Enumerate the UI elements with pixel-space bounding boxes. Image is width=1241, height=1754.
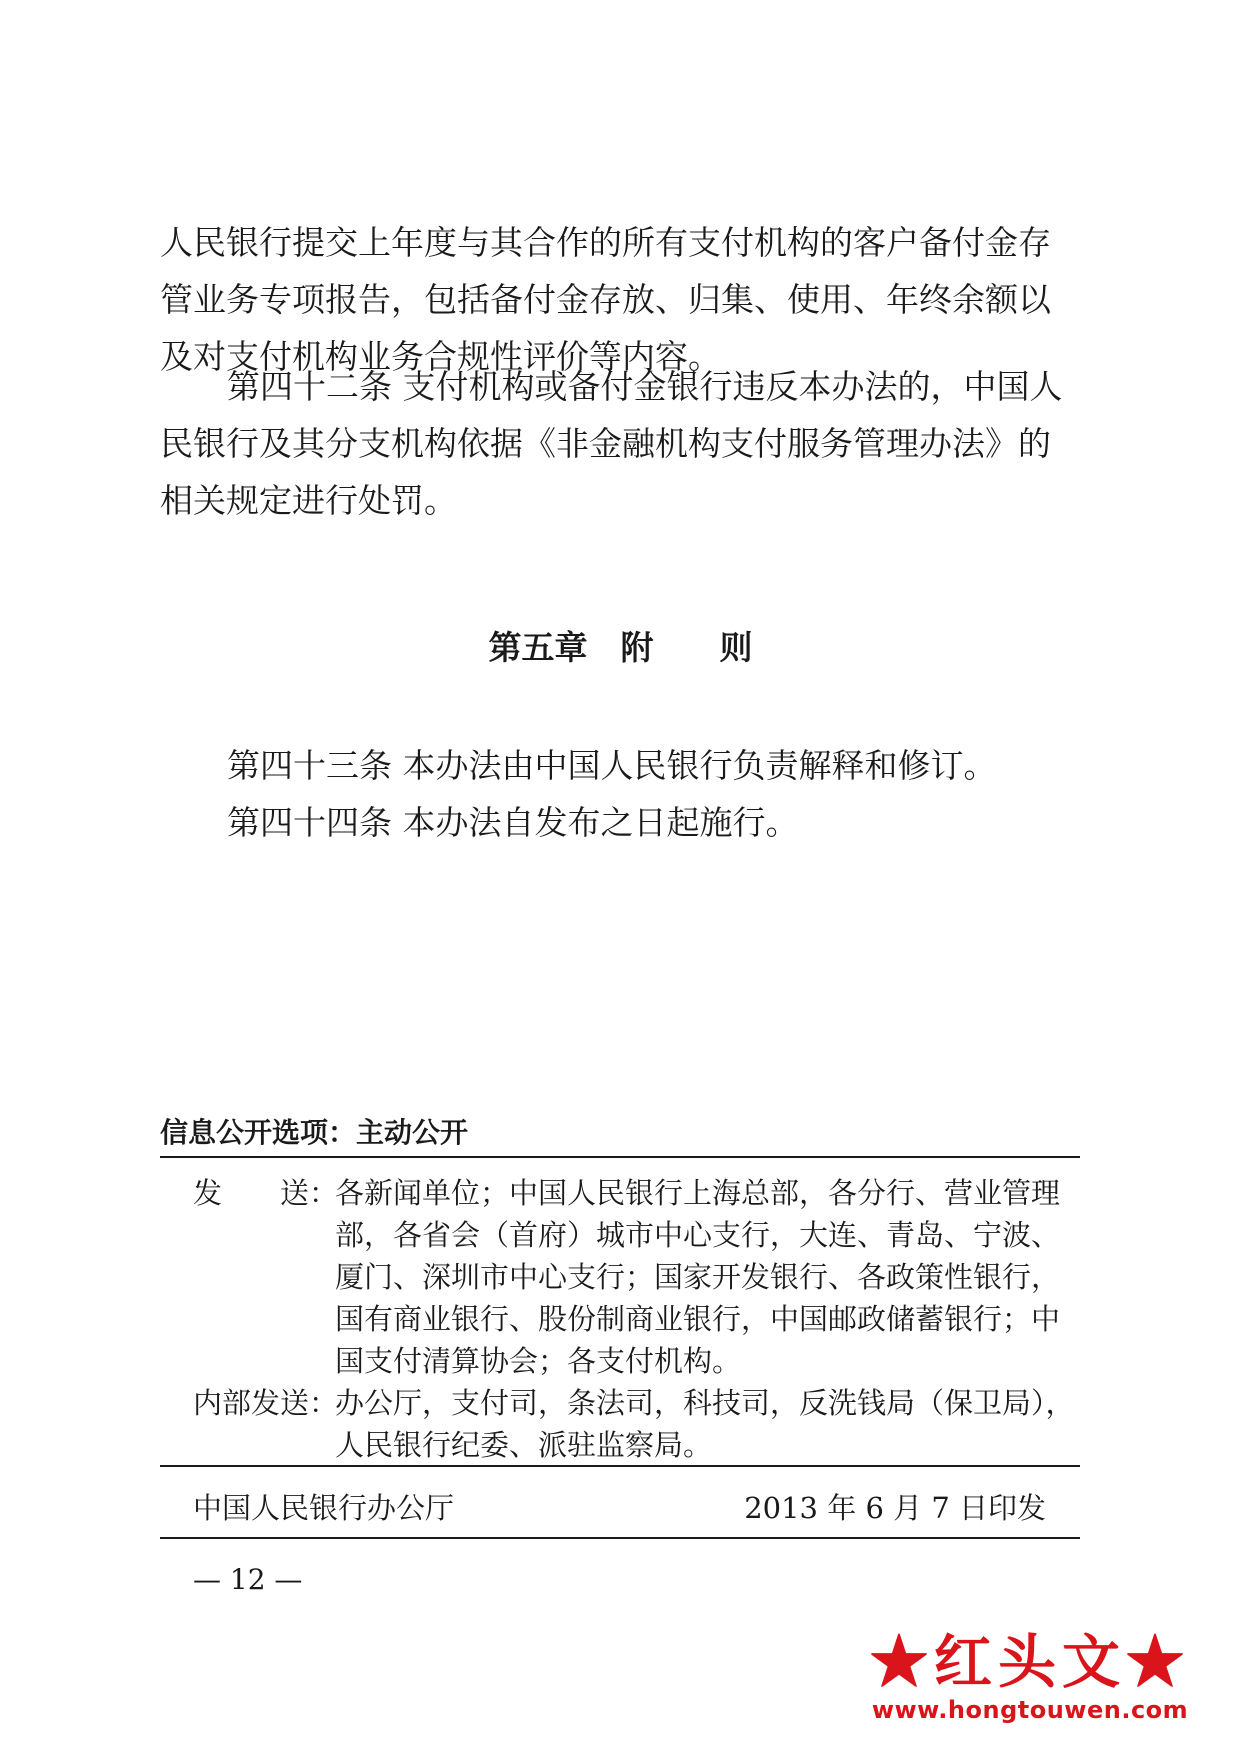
send-label: 发 送： [193, 1176, 339, 1210]
page-number: — 12 — [193, 1563, 303, 1596]
watermark-title: 红头文 [933, 1628, 1126, 1696]
divider-middle [160, 1465, 1080, 1467]
send-recipients: 各新闻单位；中国人民银行上海总部，各分行、营业管理部，各省会（首府）城市中心支行，大连、青岛、宁波、厦门、深圳市中心支行；国家开发银行、各政策性银行，国有商业银行、股份制商业银行，中国邮政储蓄银行；中国支付清算协会；各支付机构。 [335, 1176, 1061, 1378]
divider-bottom [160, 1537, 1080, 1539]
issuing-office: 中国人民银行办公厅 [193, 1491, 455, 1525]
chapter-title: 第五章 附 则 [488, 628, 753, 667]
watermark-url: www.hongtouwen.com [871, 1696, 1189, 1724]
internal-recipients: 办公厅，支付司，条法司，科技司，反洗钱局（保卫局），人民银行纪委、派驻监察局。 [335, 1386, 1075, 1462]
disclosure-option: 信息公开选项：主动公开 [160, 1116, 469, 1149]
article-43: 第四十三条 本办法由中国人民银行负责解释和修订。 [227, 746, 997, 785]
paragraph-continuation: 人民银行提交上年度与其合作的所有支付机构的客户备付金存管业务专项报告，包括备付金存放、归集、使用、年终余额以及对支付机构业务合规性评价等内容。 [160, 223, 1051, 376]
internal-send-label: 内部发送： [193, 1386, 339, 1420]
star-icon: ★ [869, 1628, 934, 1696]
watermark [830, 1630, 1230, 1750]
article-44: 第四十四条 本办法自发布之日起施行。 [227, 803, 799, 842]
star-icon: ★ [1126, 1628, 1191, 1696]
article-42: 第四十二条 支付机构或备付金银行违反本办法的，中国人民银行及其分支机构依据《非金融机构支付服务管理办法》的相关规定进行处罚。 [160, 367, 1063, 520]
issue-date: 2013 年 6 月 7 日印发 [744, 1491, 1046, 1525]
divider-top [160, 1156, 1080, 1158]
